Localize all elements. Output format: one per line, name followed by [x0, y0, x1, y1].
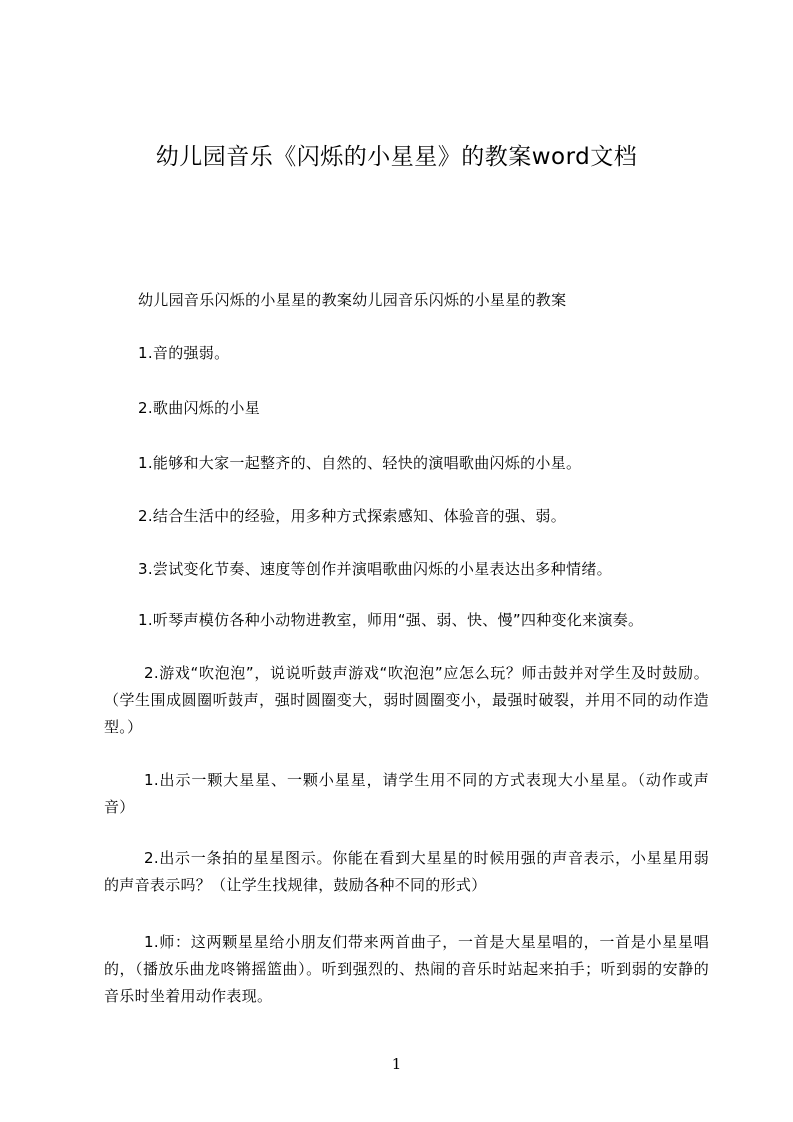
paragraph-item: 3.尝试变化节奏、速度等创作并演唱歌曲闪烁的小星表达出多种情绪。: [138, 560, 612, 578]
paragraph-item: 1.出示一颗大星星、一颗小星星，请学生用不同的方式表现大小星星。（动作或声音）: [104, 771, 709, 816]
paragraph-item: 2.歌曲闪烁的小星: [138, 399, 261, 417]
paragraph-intro: 幼儿园音乐闪烁的小星星的教案幼儿园音乐闪烁的小星星的教案: [138, 291, 567, 309]
paragraph-item: 2.结合生活中的经验，用多种方式探索感知、体验音的强、弱。: [138, 507, 567, 525]
page-number: 1: [391, 1055, 402, 1073]
paragraph-item: 1.音的强弱。: [138, 344, 230, 362]
paragraph-item: 2.出示一条拍的星星图示。你能在看到大星星的时候用强的声音表示，小星星用弱的声音表示吗？（让学生找规律，鼓励各种不同的形式）: [104, 849, 709, 894]
document-title: 幼儿园音乐《闪烁的小星星》的教案word文档: [155, 144, 638, 170]
paragraph-item: 2.游戏“吹泡泡”，说说听鼓声游戏“吹泡泡”应怎么玩？师击鼓并对学生及时鼓励。（学生围成圆圈听鼓声，强时圆圈变大，弱时圆圈变小，最强时破裂，并用不同的动作造型。）: [104, 664, 709, 736]
paragraph-item: 1.师：这两颗星星给小朋友们带来两首曲子，一首是大星星唱的，一首是小星星唱的，（播放乐曲龙咚锵摇篮曲）。听到强烈的、热闹的音乐时站起来拍手；听到弱的安静的音乐时坐着用动作表现。: [104, 933, 709, 1005]
paragraph-item: 1.能够和大家一起整齐的、自然的、轻快的演唱歌曲闪烁的小星。: [138, 454, 582, 472]
paragraph-item: 1.听琴声模仿各种小动物进教室，师用“强、弱、快、慢”四种变化来演奏。: [138, 611, 644, 629]
